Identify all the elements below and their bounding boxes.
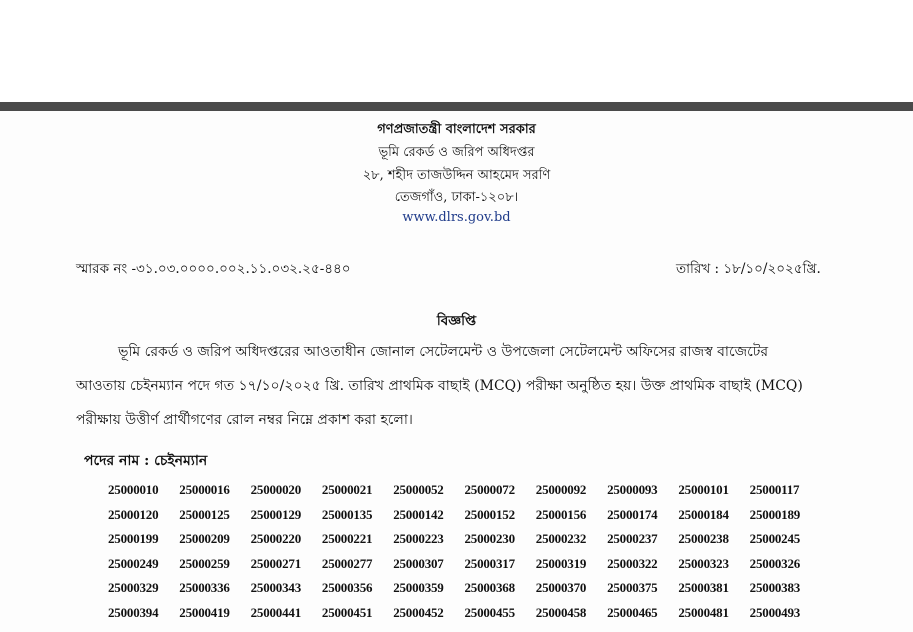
roll-number: 25000223 — [393, 531, 444, 547]
roll-number: 25000125 — [179, 506, 230, 522]
roll-number: 25000152 — [464, 506, 515, 522]
notice-title: বিজ্ঞপ্তি — [436, 313, 477, 329]
roll-number: 25000072 — [464, 482, 515, 498]
roll-number: 25000441 — [250, 604, 301, 620]
roll-number: 25000209 — [179, 531, 230, 547]
table-row — [108, 601, 821, 626]
roll-number: 25000271 — [250, 555, 301, 571]
roll-number: 25000368 — [464, 580, 515, 596]
roll-number: 25000375 — [607, 580, 658, 596]
roll-number: 25000221 — [321, 531, 373, 547]
roll-number: 25000383 — [749, 580, 801, 596]
roll-number-table — [108, 478, 821, 625]
header-department: ভূমি রেকর্ড ও জরিপ অধিদপ্তর — [378, 145, 535, 160]
post-name-heading: পদের নাম : চেইনম্যান — [84, 453, 208, 469]
notice-paragraph-line-3: পরীক্ষায় উত্তীর্ণ প্রার্থীগণের রোল নম্বর নিম্নে প্রকাশ করা হলো। — [76, 412, 413, 428]
roll-number: 25000117 — [749, 482, 800, 498]
roll-number: 25000238 — [678, 531, 729, 547]
roll-number: 25000455 — [464, 604, 515, 620]
roll-number: 25000458 — [535, 604, 587, 620]
header-address-city: তেজগাঁও, ঢাকা-১২০৮। — [394, 190, 519, 205]
roll-number: 25000336 — [179, 580, 230, 596]
roll-number: 25000016 — [179, 482, 230, 498]
roll-number: 25000451 — [321, 604, 373, 620]
roll-number: 25000174 — [607, 506, 658, 522]
roll-number: 25000093 — [607, 482, 658, 498]
roll-number: 25000249 — [108, 555, 159, 571]
roll-number: 25000120 — [108, 506, 159, 522]
roll-number: 25000326 — [749, 555, 801, 571]
roll-number: 25000419 — [179, 604, 230, 620]
table-row — [108, 576, 821, 601]
roll-number: 25000052 — [393, 482, 444, 498]
roll-number: 25000135 — [321, 506, 373, 522]
header-website-link[interactable]: www.dlrs.gov.bd — [402, 210, 511, 225]
memo-date: তারিখ : ১৮/১০/২০২৫খ্রি. — [676, 261, 821, 277]
notice-paragraph-line-2: আওতায় চেইনম্যান পদে গত ১৭/১০/২০২৫ খ্রি. তারিখ প্রাথমিক বাছাই (MCQ) পরীক্ষা অনুষ্ঠিত হয়। উক্ত প্রাথমিক বাছাই (MCQ) — [76, 378, 803, 394]
roll-number: 25000010 — [108, 482, 159, 498]
table-row — [108, 527, 821, 552]
roll-number: 25000092 — [535, 482, 587, 498]
roll-number: 25000317 — [464, 555, 515, 571]
roll-number: 25000259 — [179, 555, 230, 571]
roll-number: 25000101 — [678, 482, 729, 498]
roll-number: 25000237 — [607, 531, 658, 547]
roll-number: 25000020 — [250, 482, 301, 498]
roll-number: 25000370 — [535, 580, 587, 596]
roll-number: 25000493 — [749, 604, 801, 620]
notice-paragraph-line-1: ভূমি রেকর্ড ও জরিপ অধিদপ্তরের আওতাধীন জোনাল সেটেলমেন্ট ও উপজেলা সেটেলমেন্ট অফিসের রাজস্ব বাজেটের — [118, 344, 769, 360]
top-divider-bar — [0, 102, 913, 111]
roll-number: 25000156 — [535, 506, 587, 522]
roll-number: 25000319 — [535, 555, 587, 571]
roll-number: 25000356 — [321, 580, 373, 596]
table-row — [108, 478, 821, 503]
roll-number: 25000323 — [678, 555, 729, 571]
roll-number: 25000343 — [250, 580, 301, 596]
table-row — [108, 503, 821, 528]
roll-number: 25000220 — [250, 531, 301, 547]
roll-number: 25000245 — [749, 531, 801, 547]
roll-number: 25000277 — [321, 555, 373, 571]
roll-number: 25000322 — [607, 555, 658, 571]
roll-number: 25000481 — [678, 604, 729, 620]
roll-number: 25000189 — [749, 506, 801, 522]
roll-number: 25000021 — [321, 482, 373, 498]
roll-number: 25000230 — [464, 531, 515, 547]
roll-number: 25000232 — [535, 531, 587, 547]
roll-number: 25000465 — [607, 604, 658, 620]
roll-number: 25000129 — [250, 506, 301, 522]
header-government: গণপ্রজাতন্ত্রী বাংলাদেশ সরকার — [377, 122, 536, 137]
memo-number: স্মারক নং -৩১.০৩.০০০০.০০২.১১.০৩২.২৫-৪৪০ — [76, 261, 351, 277]
roll-number: 25000142 — [393, 506, 444, 522]
roll-number: 25000307 — [393, 555, 444, 571]
roll-number: 25000199 — [108, 531, 159, 547]
header-address-street: ২৮, শহীদ তাজউদ্দিন আহমেদ সরণি — [362, 168, 551, 183]
roll-number: 25000381 — [678, 580, 729, 596]
roll-number: 25000359 — [393, 580, 444, 596]
roll-number: 25000394 — [108, 604, 159, 620]
roll-number: 25000184 — [678, 506, 729, 522]
table-row — [108, 552, 821, 577]
roll-number: 25000452 — [393, 604, 444, 620]
roll-number: 25000329 — [108, 580, 159, 596]
